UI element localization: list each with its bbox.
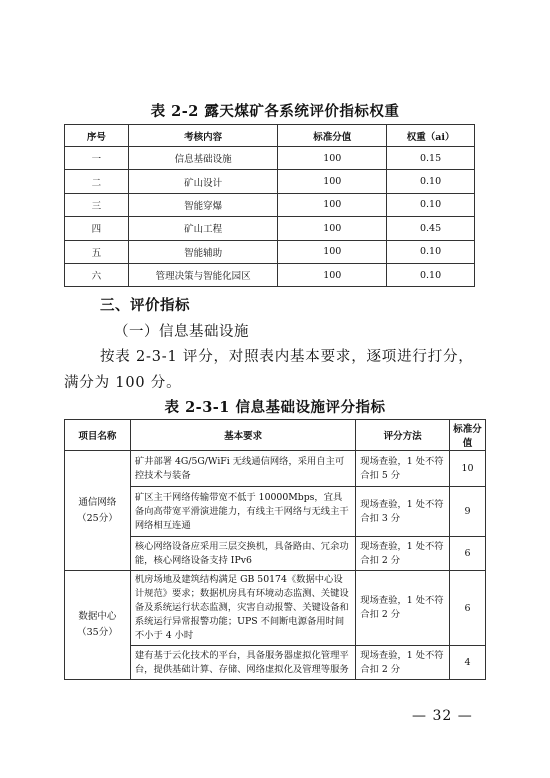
table-cell: 一 [65,147,129,170]
table-header-row [65,420,486,451]
score-cell: 4 [450,646,486,680]
page-number: — 32 — [412,708,473,724]
table-cell: 管理决策与智能化园区 [128,263,278,286]
table-row [65,147,475,170]
table-cell: 0.10 [387,240,475,263]
header-cell: 标准分值 [278,125,387,147]
group-name-cell [65,451,131,571]
table-row [65,263,475,286]
table-cell: 0.10 [387,193,475,216]
section-heading: 三、评价指标 [100,297,190,314]
score-cell: 6 [450,571,486,646]
table-cell: 矿山工程 [128,217,278,240]
body-paragraph: 按表 2-3-1 评分，对照表内基本要求，逐项进行打分，满分为 100 分。 [64,349,474,391]
subsection-heading: （一）信息基础设施 [114,324,249,340]
weight-table [64,124,475,287]
method-cell: 现场查验，1 处不符合扣 2 分 [356,646,450,680]
score-cell: 6 [450,537,486,571]
header-cell: 考核内容 [128,125,278,147]
header-cell: 序号 [65,125,129,147]
table-row [65,240,475,263]
header-method: 评分方法 [356,420,450,451]
table1-caption: 表 2-2 露天煤矿各系统评价指标权重 [150,103,400,120]
table-cell: 三 [65,193,129,216]
group-name-cell [65,571,131,680]
score-cell: 9 [450,487,486,537]
table-cell: 0.15 [387,147,475,170]
requirement-cell: 矿区主干网络传输带宽不低于 10000Mbps，宜具备向高带宽平滑演进能力，有线主干网络与无线主干网络相互连通 [130,487,355,537]
score-cell: 10 [450,451,486,487]
header-item: 项目名称 [65,420,131,451]
table-cell: 智能辅助 [128,240,278,263]
requirement-cell: 机房场地及建筑结构满足 GB 50174《数据中心设计规范》要求；数据机房具有环境动态监测、关键设备及系统运行状态监测，灾害自动报警、关键设备和系统运行异常报警功能；UPS 不间断电源备用时间不小于 4 小时 [130,571,355,646]
requirement-cell: 建有基于云化技术的平台，具备服务器虚拟化管理平台，提供基础计算、存储、网络虚拟化及管理等服务 [130,646,355,680]
table-cell: 100 [278,263,387,286]
method-cell: 现场查验，1 处不符合扣 5 分 [356,451,450,487]
header-score: 标准分值 [450,420,486,451]
table-row [65,170,475,193]
table-cell: 智能穿爆 [128,193,278,216]
requirement-cell: 矿井部署 4G/5G/WiFi 无线通信网络，采用自主可控技术与装备 [130,451,355,487]
method-cell: 现场查验，1 处不符合扣 3 分 [356,487,450,537]
table-cell: 0.45 [387,217,475,240]
method-cell: 现场查验，1 处不符合扣 2 分 [356,537,450,571]
table-cell: 0.10 [387,170,475,193]
table-cell: 五 [65,240,129,263]
requirement-cell: 核心网络设备应采用三层交换机，具备路由、冗余功能，核心网络设备支持 IPv6 [130,537,355,571]
table-row [65,571,486,646]
group-points: （35分） [77,627,118,638]
table-row [65,217,475,240]
table-cell: 六 [65,263,129,286]
table-row [65,193,475,216]
table-cell: 信息基础设施 [128,147,278,170]
table-cell: 四 [65,217,129,240]
table-cell: 100 [278,217,387,240]
group-name: 通信网络 [78,496,117,508]
table-cell: 二 [65,170,129,193]
table2-caption: 表 2-3-1 信息基础设施评分指标 [164,399,386,416]
group-name: 数据中心 [78,611,117,622]
header-requirement: 基本要求 [130,420,355,451]
method-cell: 现场查验，1 处不符合扣 2 分 [356,571,450,646]
table-cell: 100 [278,147,387,170]
table-cell: 100 [278,193,387,216]
header-cell: 权重（ai） [387,125,475,147]
group-points: （25分） [77,512,118,524]
table-cell: 矿山设计 [128,170,278,193]
table-cell: 100 [278,170,387,193]
table-cell: 0.10 [387,263,475,286]
table-cell: 100 [278,240,387,263]
scoring-table [64,419,486,680]
table-header-row [65,125,475,147]
table-row [65,451,486,487]
